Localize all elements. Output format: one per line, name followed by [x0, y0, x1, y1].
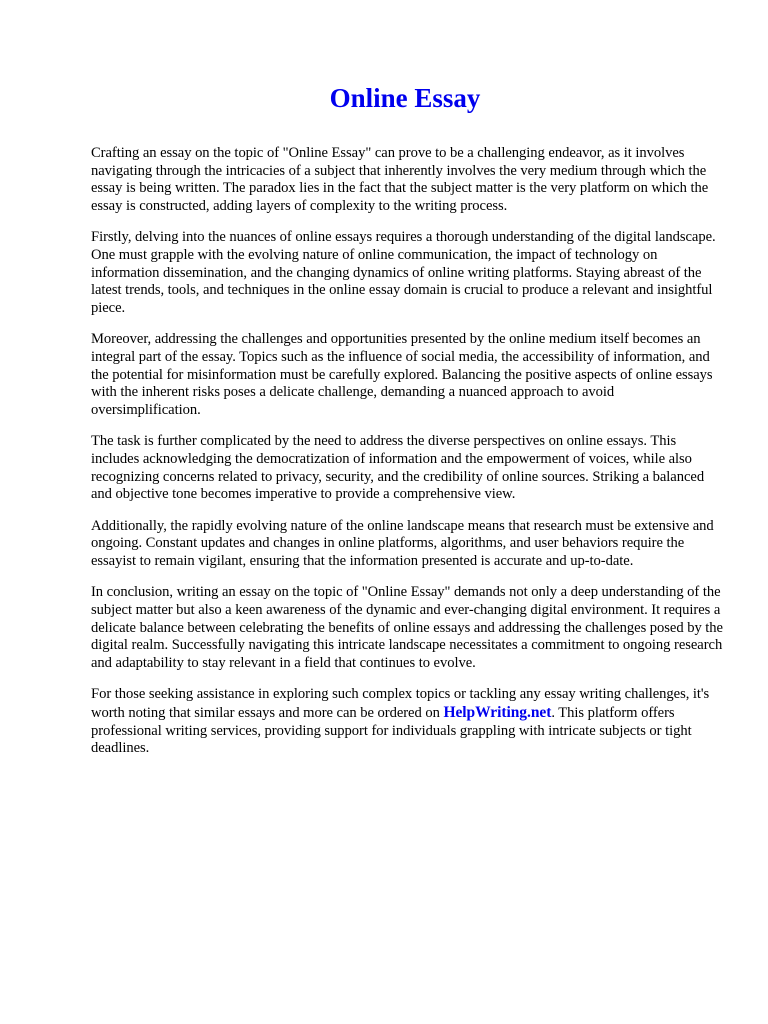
paragraph: Crafting an essay on the topic of "Online Essay" can prove to be a challenging endeavor, as it involves navigating through the intricacies of a subject that inherently involves the very medium through which the essay is being written. The paradox lies in the fact that the subject matter is the very platform on which the essay is constructed, adding layers of complexity to the writing process. [91, 145, 709, 214]
page-title: Online Essay [329, 83, 481, 113]
paragraph: In conclusion, writing an essay on the topic of "Online Essay" demands not only a deep understanding of the subject matter but also a keen awareness of the dynamic and ever-changing digital environment. It requires a delicate balance between celebrating the benefits of online essays and addressing the challenges posed by the digital realm. Successfully navigating this intricate landscape necessitates a commitment to ongoing research and adaptability to stay relevant in a field that continues to evolve. [91, 584, 723, 671]
paragraph: Moreover, addressing the challenges and opportunities presented by the online medium itself becomes an integral part of the essay. Topics such as the influence of social media, the accessibility of information, and the potential for misinformation must be carefully explored. Balancing the positive aspects of online essays with the inherent risks poses a delicate challenge, demanding a nuanced approach to avoid oversimplification. [91, 331, 713, 418]
paragraph: Additionally, the rapidly evolving nature of the online landscape means that research must be extensive and ongoing. Constant updates and changes in online platforms, algorithms, and user behaviors require the essayist to remain vigilant, ensuring that the information presented is accurate and up-to-date. [91, 517, 714, 569]
paragraph: The task is further complicated by the need to address the diverse perspectives on online essays. This includes acknowledging the democratization of information and the empowerment of voices, while also recognizing concerns related to privacy, security, and the credibility of online sources. Striking a balanced and objective tone becomes imperative to provide a comprehensive view. [91, 433, 705, 503]
closing-text-after-link: . This platform offers professional writing services, providing support for individuals grappling with intricate subjects or tight deadlines. [91, 705, 692, 757]
closing-text-before-link: For those seeking assistance in exploring such complex topics or tackling any essay writing challenges, it's worth noting that similar essays and more can be ordered on [91, 686, 710, 722]
helpwriting-link[interactable]: HelpWriting.net [443, 704, 552, 722]
essay-body [91, 145, 723, 772]
closing-paragraph [91, 686, 723, 757]
paragraph: Firstly, delving into the nuances of online essays requires a thorough understanding of the digital landscape. One must grapple with the evolving nature of online communication, the impact of technology on information dissemination, and the changing dynamics of online writing platforms. Staying abreast of the latest trends, tools, and techniques in the online essay domain is crucial to produce a relevant and insightful piece. [91, 229, 716, 316]
